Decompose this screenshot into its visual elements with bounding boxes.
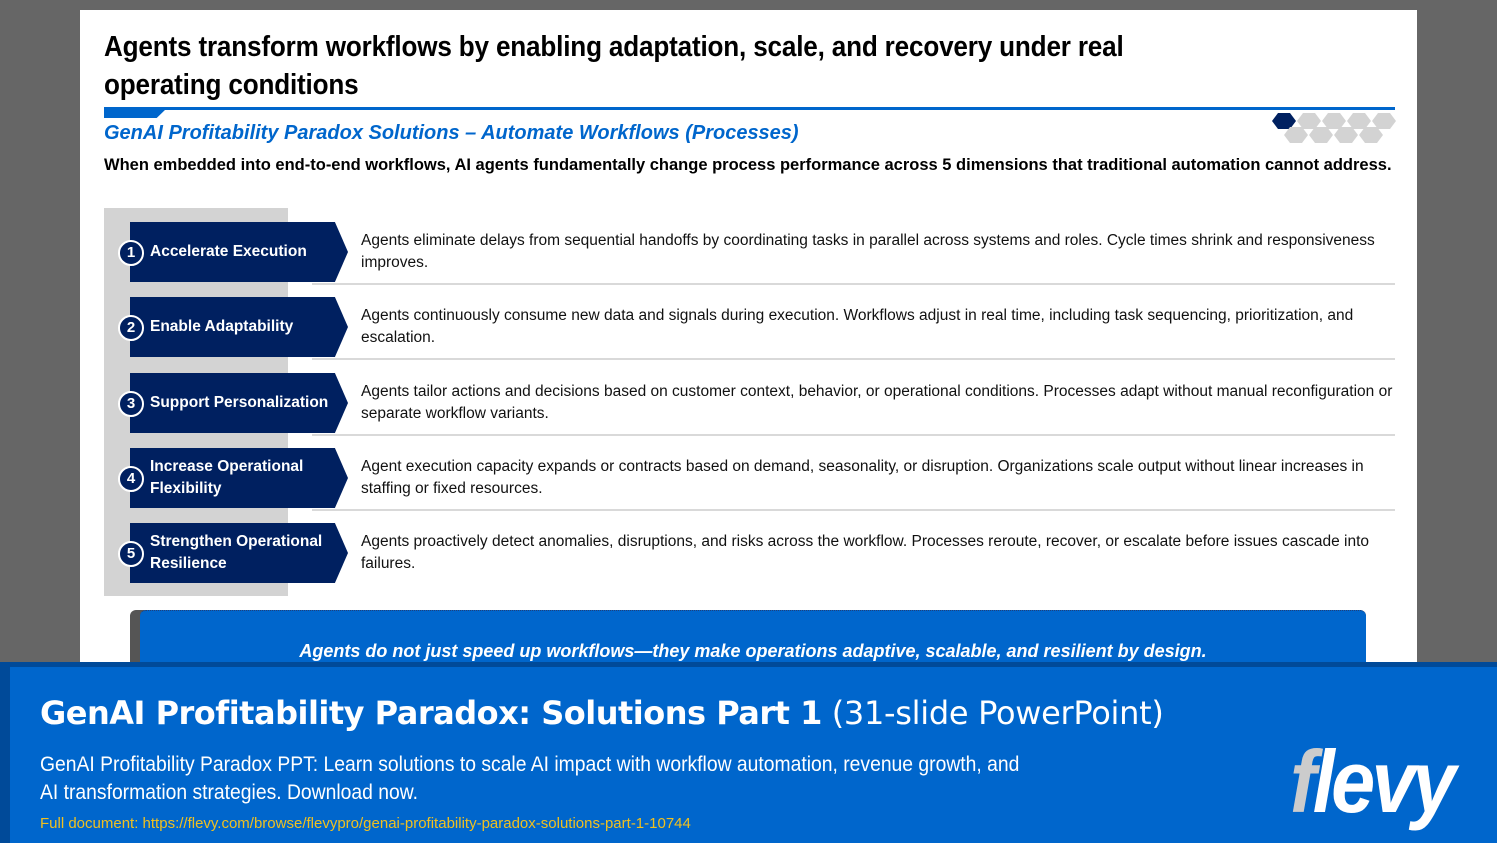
callout-text: Agents do not just speed up workflows—they make operations adaptive, scalable, and resilient by design. (299, 641, 1207, 661)
title-divider-accent (104, 109, 166, 118)
dimension-label: Increase Operational Flexibility (150, 458, 304, 497)
hexagon-icon (1334, 127, 1358, 143)
flevy-logo[interactable] (1290, 732, 1453, 831)
dimension-row (104, 434, 1395, 509)
dimension-row (104, 359, 1395, 434)
hexagon-icon (1284, 127, 1308, 143)
hexagon-icon (1309, 127, 1333, 143)
dimension-row (104, 208, 1395, 283)
dimension-row (104, 283, 1395, 358)
slide (80, 10, 1417, 670)
dimension-number-badge: 3 (118, 391, 144, 417)
dimension-label: Accelerate Execution (150, 243, 307, 260)
dimension-number-badge: 1 (118, 240, 144, 266)
footer-description: GenAI Profitability Paradox PPT: Learn solutions to scale AI impact with workflow automation, revenue growth, and AI transformation strategies. Download now. (40, 753, 1020, 804)
dimension-description: Agents tailor actions and decisions based on customer context, behavior, or operational conditions. Processes adapt without manual reconfiguration or separate workflow variants. (361, 383, 1393, 422)
promo-footer (0, 662, 1497, 843)
footer-title-main: GenAI Profitability Paradox: Solutions Part 1 (40, 694, 822, 732)
dimension-description: Agents proactively detect anomalies, disruptions, and risks across the workflow. Processes reroute, recover, or escalate before issues cascade into failures. (361, 533, 1369, 572)
footer-title (40, 693, 1164, 733)
dimension-number-badge: 5 (118, 541, 144, 567)
hexagon-icon (1297, 113, 1321, 129)
dimension-label: Enable Adaptability (150, 318, 294, 335)
dimension-description: Agents eliminate delays from sequential handoffs by coordinating tasks in parallel across systems and roles. Cycle times shrink and responsiveness improves. (361, 232, 1375, 271)
slide-intro: When embedded into end-to-end workflows, AI agents fundamentally change process performance across 5 dimensions that traditional automation cannot address. (104, 156, 1392, 174)
footer-edge (0, 667, 10, 843)
full-document-link[interactable]: Full document: https://flevy.com/browse/flevypro/genai-profitability-paradox-solutions-part-1-10744 (40, 815, 691, 832)
logo-rest: levy (1312, 732, 1453, 831)
dimension-label: Support Personalization (150, 394, 329, 411)
dimension-description: Agent execution capacity expands or contracts based on demand, seasonality, or disruption. Organizations scale output without linear increases in staffing or fixed resources. (361, 458, 1364, 497)
footer-title-sub: (31-slide PowerPoint) (821, 694, 1164, 732)
hexagon-icon (1359, 127, 1383, 143)
slide-subtitle: GenAI Profitability Paradox Solutions – Automate Workflows (Processes) (104, 122, 799, 144)
hexagon-icon (1347, 113, 1371, 129)
hexagon-icon (1322, 113, 1346, 129)
hexagon-icon-active (1272, 113, 1296, 129)
logo-f: f (1290, 732, 1313, 831)
slide-title: Agents transform workflows by enabling adaptation, scale, and recovery under real operating conditions (104, 31, 1124, 101)
dimension-row (104, 509, 1395, 584)
hexagon-icon (1372, 113, 1396, 129)
dimension-number-badge: 2 (118, 315, 144, 341)
dimension-label: Strengthen Operational Resilience (150, 533, 323, 572)
hexagon-progress-icon (1272, 113, 1396, 147)
title-divider (104, 107, 1395, 110)
dimension-number-badge: 4 (118, 466, 144, 492)
dimension-description: Agents continuously consume new data and signals during execution. Workflows adjust in real time, including task sequencing, prioritization, and escalation. (361, 307, 1354, 346)
